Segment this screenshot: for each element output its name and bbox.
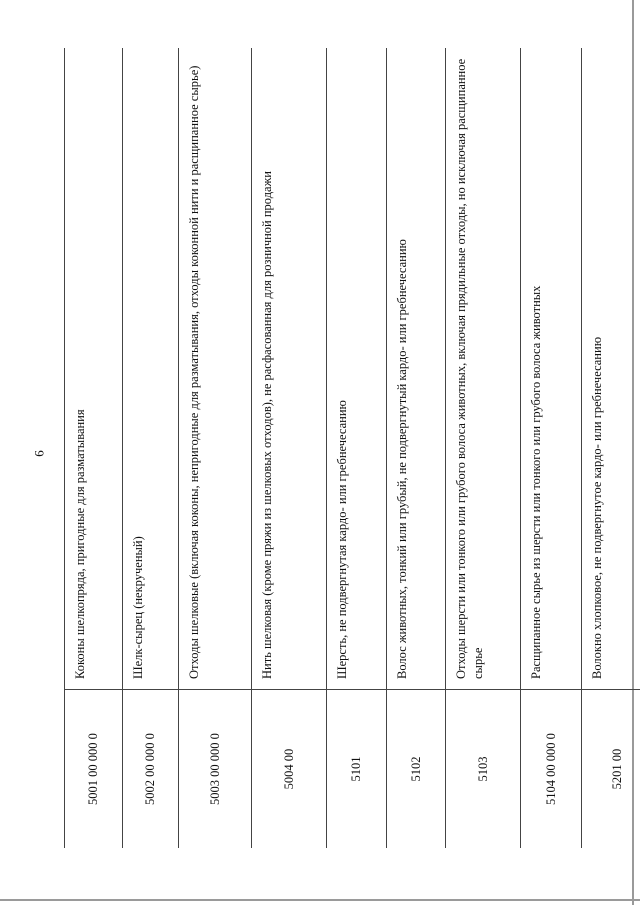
description-cell: Расщипанное сырье из шерсти или тонкого или грубого волоса животных <box>521 48 582 690</box>
code-cell: 5002 00 000 0 <box>123 690 179 849</box>
table-row <box>582 48 640 848</box>
code-cell: 5001 00 000 0 <box>65 690 123 849</box>
description-cell: Отходы шелковые (включая коконы, непригодные для разматывания, отходы коконной нити и расщипанное сырье) <box>179 48 252 690</box>
code-cell: 5101 <box>327 690 387 849</box>
table-row <box>446 48 521 848</box>
code-cell: 5201 00 <box>582 690 640 849</box>
description-cell: Нить шелковая (кроме пряжи из шелковых отходов), не расфасованная для розничной продажи <box>252 48 327 690</box>
code-cell: 5004 00 <box>252 690 327 849</box>
description-cell: Волос животных, тонкий или грубый, не подвергнутый кардо- или гребнечесанию <box>387 48 446 690</box>
tariff-code-table <box>64 48 640 848</box>
code-cell: 5103 <box>446 690 521 849</box>
code-cell: 5102 <box>387 690 446 849</box>
table-row <box>327 48 387 848</box>
table-row <box>179 48 252 848</box>
page-number: 9 <box>31 450 47 457</box>
table-row <box>65 48 123 848</box>
page-edge-bottom <box>0 899 640 901</box>
table-frame <box>64 48 624 848</box>
description-cell: Шерсть, не подвергнутая кардо- или гребнечесанию <box>327 48 387 690</box>
table-row <box>252 48 327 848</box>
description-cell: Коконы шелкопряда, пригодные для разматывания <box>65 48 123 690</box>
code-cell: 5104 00 000 0 <box>521 690 582 849</box>
description-cell: Волокно хлопковое, не подвергнутое кардо- или гребнечесанию <box>582 48 640 690</box>
description-cell: Шелк-сырец (некрученый) <box>123 48 179 690</box>
description-cell: Отходы шерсти или тонкого или грубого волоса животных, включая прядильные отходы, но исключая расщипанное сырье <box>446 48 521 690</box>
table-row <box>387 48 446 848</box>
code-cell: 5003 00 000 0 <box>179 690 252 849</box>
table-row <box>123 48 179 848</box>
table-row <box>521 48 582 848</box>
